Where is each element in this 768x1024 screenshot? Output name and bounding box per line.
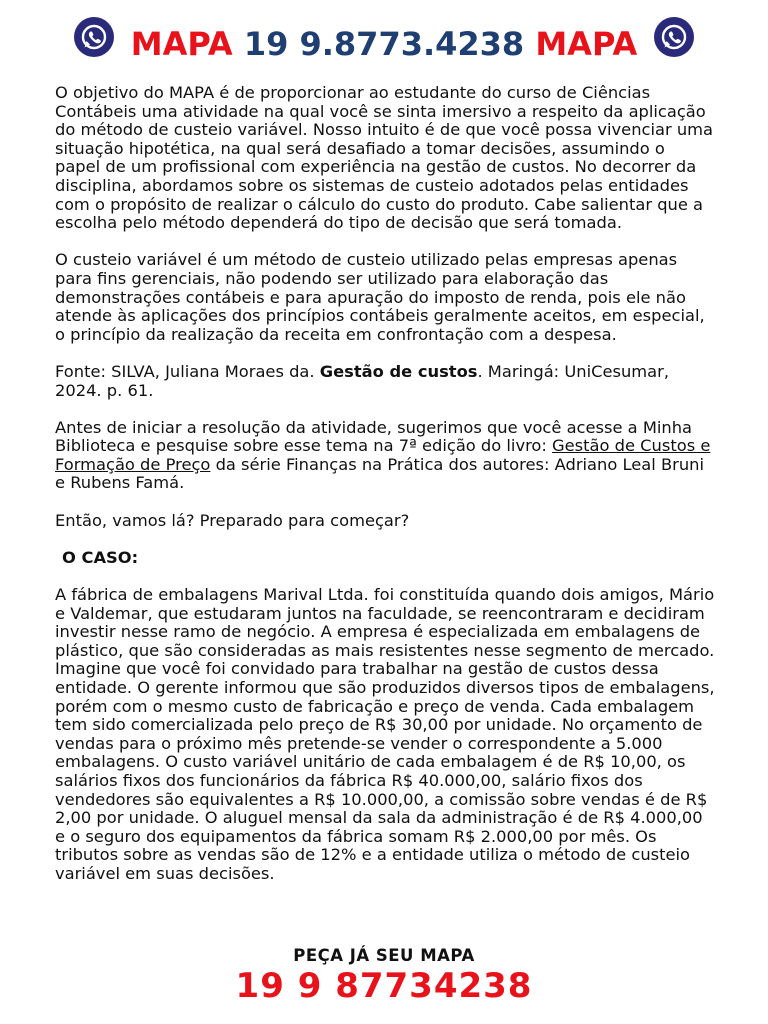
fonte-suffix: . Maringá: UniCesumar, 2024. p. 61. <box>55 361 669 400</box>
title-phone: 19 9.8773.4238 <box>243 25 525 63</box>
biblioteca-suffix: da série Finanças na Prática dos autores: Adriano Leal Bruni e Rubens Famá. <box>55 454 704 493</box>
fonte-book-title: Gestão de custos <box>319 361 478 381</box>
paragraph-case: A fábrica de embalagens Marival Ltda. foi constituída quando dois amigos, Mário e Valdemar, que estudaram juntos na faculdade, se reencontraram e decidiram investir nesse ramo de negócio. A empresa é especializada em embalagens de plástico, que são consideradas as mais resistentes nesse segmento de mercado. Imagine que você foi convidado para trabalhar na gestão de custos dessa entidade. O gerente informou que são produzidos diversos tipos de embalagens, porém com o mesmo custo de fabricação e preço de venda. Cada embalagem tem sido comercializada pelo preço de R$ 30,00 por unidade. No orçamento de vendas para o próximo mês pretende-se vender o correspondente a 5.000 embalagens. O custo variável unitário de cada embalagem é de R$ 10,00, os salários fixos dos funcionários da fábrica R$ 40.000,00, salário fixos dos vendedores são equivalentes a R$ 10.000,00, a comissão sobre vendas é de R$ 2,00 por unidade. O aluguel mensal da sala da administração é de R$ 4.000,00 e o seguro dos equipamentos da fábrica somam R$ 2.000,00 por mês. Os tributos sobre as vendas são de 12% e a entidade utiliza o método de custeio variável em suas decisões. <box>55 585 715 883</box>
whatsapp-icon[interactable] <box>653 16 695 58</box>
title-right-word: MAPA <box>535 25 638 63</box>
footer-cta: PEÇA JÁ SEU MAPA <box>293 946 475 965</box>
fonte-prefix: Fonte: SILVA, Juliana Moraes da. <box>55 361 320 381</box>
biblioteca-prefix: Antes de iniciar a resolução da atividade, sugerimos que você acesse a Minha Biblioteca e pesquise sobre esse tema na 7ª edição do livro: <box>55 417 693 456</box>
paragraph-biblioteca <box>55 419 715 493</box>
paragraph-objective: O objetivo do MAPA é de proporcionar ao estudante do curso de Ciências Contábeis uma atividade na qual você se sinta imersivo a respeito da aplicação do método de custeio variável. Nosso intuito é de que você possa vivenciar uma situação hipotética, na qual será desafiado a tomar decisões, assumindo o papel de um profissional com experiência na gestão de custos. No decorrer da disciplina, abordamos sobre os sistemas de custeio adotados pelas entidades com o propósito de realizar o cálculo do custo do produto. Cabe salientar que a escolha pelo método dependerá do tipo de decisão que será tomada. <box>55 83 713 233</box>
document-body <box>55 84 715 902</box>
footer-phone[interactable]: 19 9 87734238 <box>235 966 533 1006</box>
title-left-word: MAPA <box>130 25 233 63</box>
header <box>0 14 768 70</box>
paragraph-start: Então, vamos lá? Preparado para começar? <box>55 510 410 530</box>
book-link[interactable]: Gestão de Custos e Formação de Preço <box>55 436 711 474</box>
caso-heading: O CASO: <box>62 547 139 567</box>
paragraph-custeio-variavel: O custeio variável é um método de custeio utilizado pelas empresas apenas para fins gerenciais, não podendo ser utilizado para elaboração das demonstrações contábeis e para apuração do imposto de renda, pois ele não atende às aplicações dos princípios contábeis geralmente aceitos, em especial, o princípio da realização da receita em confrontação com a despesa. <box>55 250 705 344</box>
paragraph-fonte <box>55 363 715 400</box>
